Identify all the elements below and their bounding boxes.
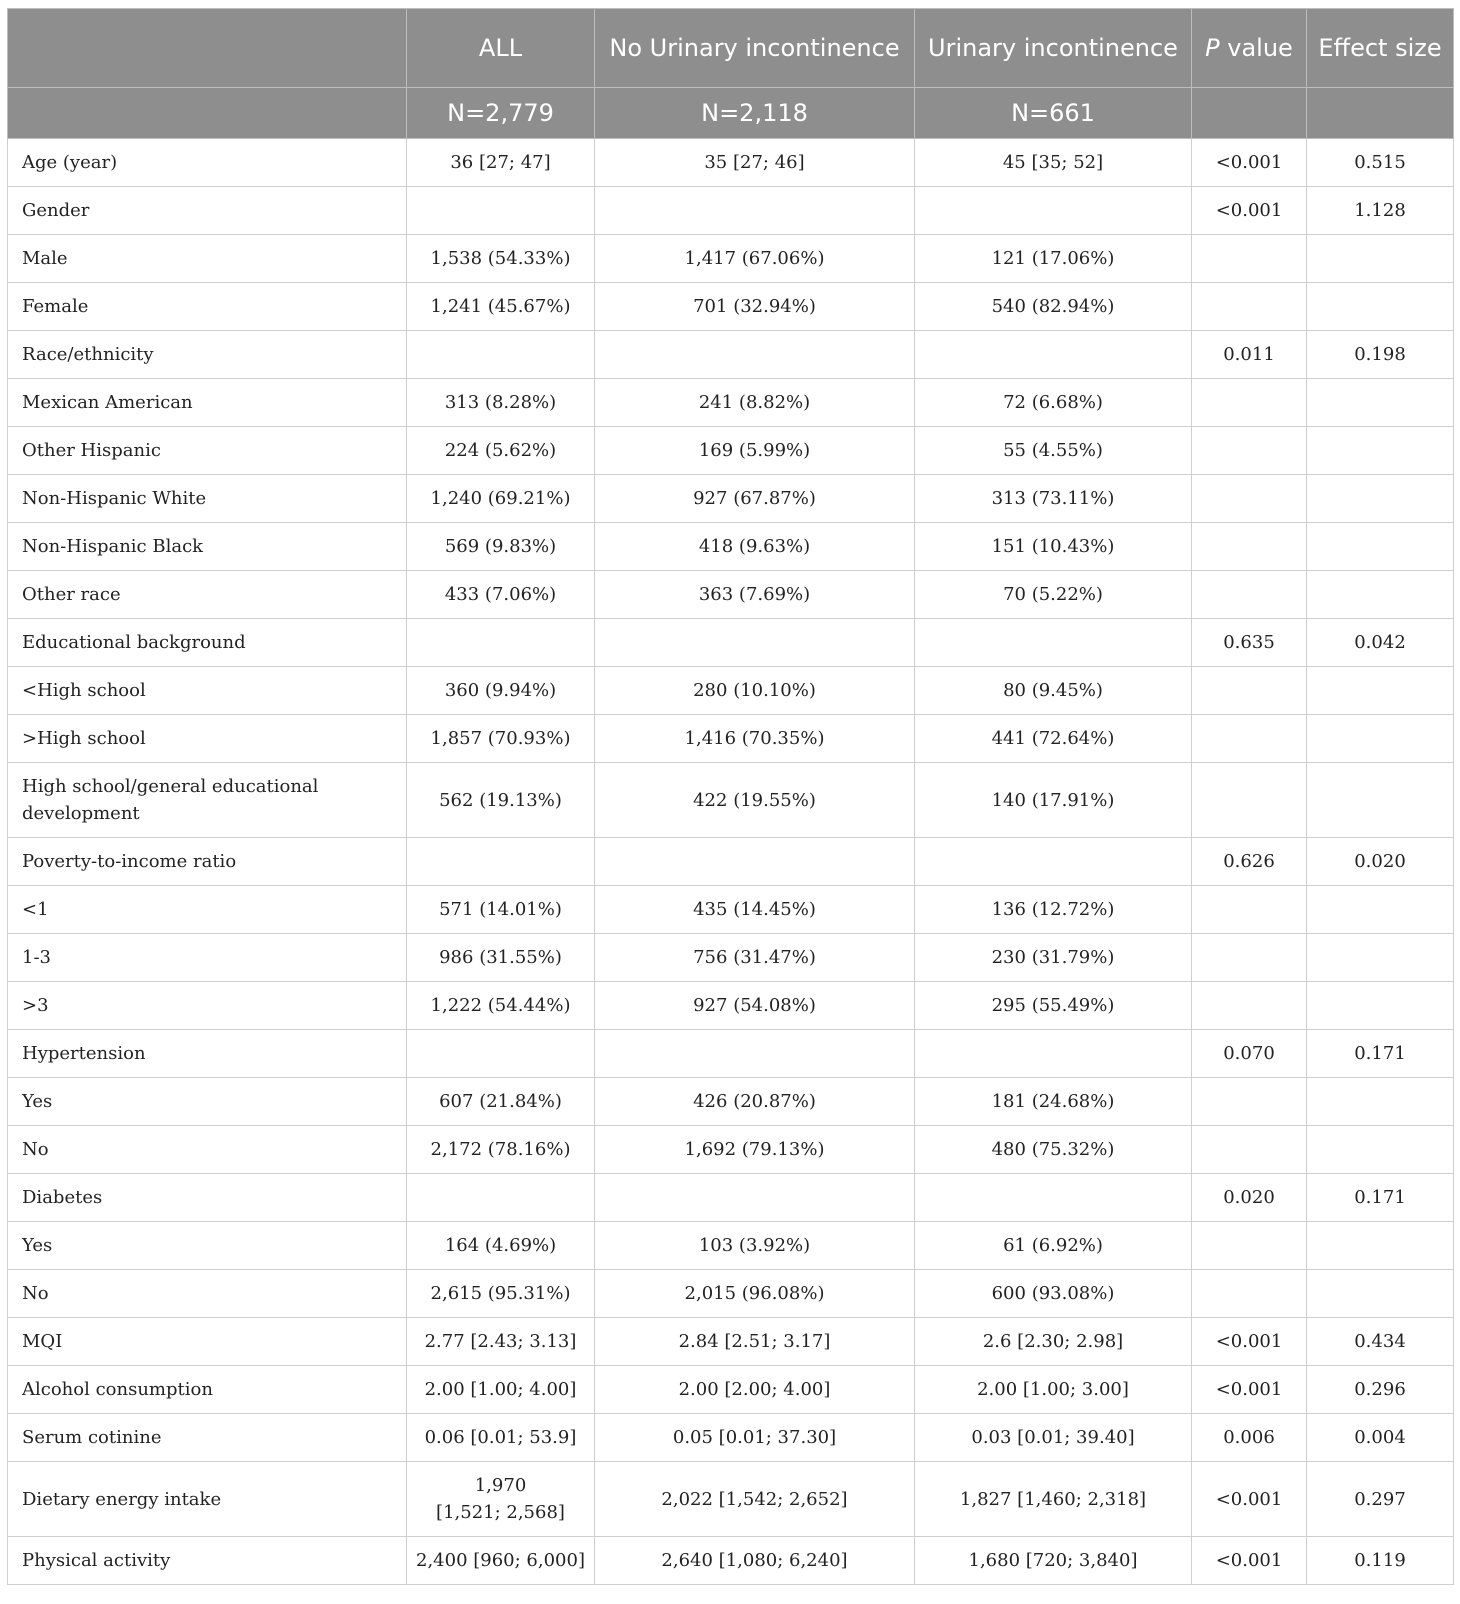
cell-no-ui: 2,640 [1,080; 6,240] (595, 1537, 915, 1585)
row-label: Other Hispanic (8, 427, 407, 475)
table-header (8, 9, 1454, 139)
cell-all: 1,857 (70.93%) (407, 715, 595, 763)
cell-p-value (1192, 667, 1307, 715)
cell-effect-size (1307, 427, 1454, 475)
cell-effect-size (1307, 523, 1454, 571)
cell-all: 1,538 (54.33%) (407, 235, 595, 283)
cell-all: 1,240 (69.21%) (407, 475, 595, 523)
cell-no-ui: 1,692 (79.13%) (595, 1126, 915, 1174)
table-row (8, 1414, 1454, 1462)
cell-no-ui (595, 1030, 915, 1078)
cell-no-ui: 2.00 [2.00; 4.00] (595, 1366, 915, 1414)
cell-ui: 600 (93.08%) (915, 1270, 1192, 1318)
cell-no-ui: 927 (54.08%) (595, 982, 915, 1030)
cell-ui: 441 (72.64%) (915, 715, 1192, 763)
cell-all (407, 331, 595, 379)
cell-no-ui: 169 (5.99%) (595, 427, 915, 475)
cell-no-ui: 426 (20.87%) (595, 1078, 915, 1126)
cell-p-value (1192, 1270, 1307, 1318)
cell-no-ui (595, 838, 915, 886)
cell-no-ui (595, 187, 915, 235)
row-label: Race/ethnicity (8, 331, 407, 379)
cell-ui: 136 (12.72%) (915, 886, 1192, 934)
header-row-counts (8, 88, 1454, 139)
table-row (8, 838, 1454, 886)
cell-p-value (1192, 475, 1307, 523)
cell-all: 2,172 (78.16%) (407, 1126, 595, 1174)
header-p-italic: P (1205, 33, 1220, 62)
row-label: >3 (8, 982, 407, 1030)
row-label: MQI (8, 1318, 407, 1366)
cell-effect-size (1307, 982, 1454, 1030)
cell-ui (915, 331, 1192, 379)
cell-no-ui: 103 (3.92%) (595, 1222, 915, 1270)
table-row (8, 886, 1454, 934)
table-row (8, 187, 1454, 235)
cell-effect-size: 1.128 (1307, 187, 1454, 235)
cell-effect-size (1307, 934, 1454, 982)
cell-effect-size (1307, 763, 1454, 838)
header-urinary-incontinence: Urinary incontinence (915, 9, 1192, 88)
row-label: High school/general educational development (8, 763, 407, 838)
cell-effect-size (1307, 571, 1454, 619)
header-count-blank (8, 88, 407, 139)
cell-ui (915, 187, 1192, 235)
cell-effect-size (1307, 715, 1454, 763)
table-row (8, 715, 1454, 763)
header-n-no-ui: N=2,118 (595, 88, 915, 139)
table-row (8, 1174, 1454, 1222)
cell-all: 571 (14.01%) (407, 886, 595, 934)
cell-all (407, 187, 595, 235)
row-label: Serum cotinine (8, 1414, 407, 1462)
row-label: Poverty-to-income ratio (8, 838, 407, 886)
table-row (8, 379, 1454, 427)
cell-ui: 181 (24.68%) (915, 1078, 1192, 1126)
table-row (8, 427, 1454, 475)
cell-p-value: <0.001 (1192, 187, 1307, 235)
cell-p-value (1192, 982, 1307, 1030)
baseline-characteristics-table (7, 8, 1454, 1585)
table-row (8, 763, 1454, 838)
cell-ui (915, 1030, 1192, 1078)
cell-no-ui: 241 (8.82%) (595, 379, 915, 427)
cell-all: 607 (21.84%) (407, 1078, 595, 1126)
row-label: No (8, 1270, 407, 1318)
cell-ui (915, 619, 1192, 667)
table-row (8, 331, 1454, 379)
table-row (8, 1366, 1454, 1414)
cell-no-ui: 756 (31.47%) (595, 934, 915, 982)
cell-ui: 2.6 [2.30; 2.98] (915, 1318, 1192, 1366)
cell-all (407, 1030, 595, 1078)
header-n-all: N=2,779 (407, 88, 595, 139)
table-body (8, 139, 1454, 1585)
cell-ui: 140 (17.91%) (915, 763, 1192, 838)
cell-p-value (1192, 886, 1307, 934)
cell-p-value (1192, 1126, 1307, 1174)
header-variable (8, 9, 407, 88)
table-row (8, 523, 1454, 571)
cell-ui: 61 (6.92%) (915, 1222, 1192, 1270)
row-label: Educational background (8, 619, 407, 667)
cell-all: 1,241 (45.67%) (407, 283, 595, 331)
cell-effect-size (1307, 1126, 1454, 1174)
cell-no-ui: 701 (32.94%) (595, 283, 915, 331)
cell-ui: 45 [35; 52] (915, 139, 1192, 187)
row-label: Yes (8, 1222, 407, 1270)
cell-all: 2,615 (95.31%) (407, 1270, 595, 1318)
cell-p-value: 0.006 (1192, 1414, 1307, 1462)
cell-no-ui (595, 619, 915, 667)
cell-effect-size: 0.042 (1307, 619, 1454, 667)
cell-no-ui: 2,022 [1,542; 2,652] (595, 1462, 915, 1537)
row-label: >High school (8, 715, 407, 763)
header-count-blank-p (1192, 88, 1307, 139)
cell-p-value (1192, 715, 1307, 763)
cell-all: 313 (8.28%) (407, 379, 595, 427)
cell-effect-size (1307, 1078, 1454, 1126)
cell-p-value (1192, 283, 1307, 331)
table-row (8, 475, 1454, 523)
cell-no-ui: 2.84 [2.51; 3.17] (595, 1318, 915, 1366)
header-p-rest: value (1219, 33, 1293, 62)
table-row (8, 139, 1454, 187)
cell-all (407, 838, 595, 886)
cell-ui: 72 (6.68%) (915, 379, 1192, 427)
table-row (8, 571, 1454, 619)
cell-effect-size: 0.198 (1307, 331, 1454, 379)
table-row (8, 283, 1454, 331)
cell-effect-size (1307, 1270, 1454, 1318)
cell-no-ui: 1,416 (70.35%) (595, 715, 915, 763)
cell-no-ui: 422 (19.55%) (595, 763, 915, 838)
cell-effect-size (1307, 886, 1454, 934)
cell-all: 562 (19.13%) (407, 763, 595, 838)
cell-ui: 55 (4.55%) (915, 427, 1192, 475)
cell-no-ui: 435 (14.45%) (595, 886, 915, 934)
cell-all: 1,222 (54.44%) (407, 982, 595, 1030)
row-label: Other race (8, 571, 407, 619)
row-label: Gender (8, 187, 407, 235)
cell-ui: 151 (10.43%) (915, 523, 1192, 571)
header-row-groups (8, 9, 1454, 88)
cell-p-value: 0.635 (1192, 619, 1307, 667)
row-label: Hypertension (8, 1030, 407, 1078)
cell-all: 2.77 [2.43; 3.13] (407, 1318, 595, 1366)
baseline-characteristics-table-container (7, 8, 1453, 1585)
cell-ui: 2.00 [1.00; 3.00] (915, 1366, 1192, 1414)
row-label: Alcohol consumption (8, 1366, 407, 1414)
cell-p-value: 0.011 (1192, 331, 1307, 379)
cell-all (407, 1174, 595, 1222)
table-row (8, 982, 1454, 1030)
table-row (8, 1126, 1454, 1174)
header-all: ALL (407, 9, 595, 88)
row-label: <1 (8, 886, 407, 934)
row-label: 1-3 (8, 934, 407, 982)
cell-no-ui: 927 (67.87%) (595, 475, 915, 523)
cell-all: 569 (9.83%) (407, 523, 595, 571)
cell-no-ui: 2,015 (96.08%) (595, 1270, 915, 1318)
cell-all: 164 (4.69%) (407, 1222, 595, 1270)
cell-effect-size: 0.004 (1307, 1414, 1454, 1462)
row-label: Non-Hispanic Black (8, 523, 407, 571)
row-label: Diabetes (8, 1174, 407, 1222)
cell-ui (915, 1174, 1192, 1222)
row-label: Mexican American (8, 379, 407, 427)
table-row (8, 619, 1454, 667)
cell-ui: 1,680 [720; 3,840] (915, 1537, 1192, 1585)
cell-no-ui (595, 331, 915, 379)
cell-p-value (1192, 1222, 1307, 1270)
row-label: <High school (8, 667, 407, 715)
cell-effect-size: 0.296 (1307, 1366, 1454, 1414)
cell-all: 360 (9.94%) (407, 667, 595, 715)
cell-p-value: 0.626 (1192, 838, 1307, 886)
table-row (8, 1270, 1454, 1318)
cell-p-value (1192, 235, 1307, 283)
cell-ui: 230 (31.79%) (915, 934, 1192, 982)
cell-no-ui: 0.05 [0.01; 37.30] (595, 1414, 915, 1462)
table-row (8, 934, 1454, 982)
cell-p-value (1192, 1078, 1307, 1126)
cell-p-value (1192, 427, 1307, 475)
cell-effect-size: 0.020 (1307, 838, 1454, 886)
cell-p-value: <0.001 (1192, 1537, 1307, 1585)
cell-no-ui: 418 (9.63%) (595, 523, 915, 571)
table-row (8, 667, 1454, 715)
cell-no-ui: 35 [27; 46] (595, 139, 915, 187)
row-label: Non-Hispanic White (8, 475, 407, 523)
cell-all: 0.06 [0.01; 53.9] (407, 1414, 595, 1462)
table-row (8, 1537, 1454, 1585)
row-label: Dietary energy intake (8, 1462, 407, 1537)
cell-p-value: 0.070 (1192, 1030, 1307, 1078)
row-label: Physical activity (8, 1537, 407, 1585)
cell-effect-size: 0.119 (1307, 1537, 1454, 1585)
header-count-blank-effect (1307, 88, 1454, 139)
cell-ui: 80 (9.45%) (915, 667, 1192, 715)
cell-all: 986 (31.55%) (407, 934, 595, 982)
cell-p-value (1192, 571, 1307, 619)
cell-effect-size (1307, 283, 1454, 331)
cell-p-value (1192, 934, 1307, 982)
row-label: Male (8, 235, 407, 283)
row-label: Female (8, 283, 407, 331)
cell-effect-size: 0.297 (1307, 1462, 1454, 1537)
cell-no-ui (595, 1174, 915, 1222)
cell-ui: 0.03 [0.01; 39.40] (915, 1414, 1192, 1462)
header-n-ui: N=661 (915, 88, 1192, 139)
cell-ui (915, 838, 1192, 886)
cell-all: 1,970 [1,521; 2,568] (407, 1462, 595, 1537)
table-row (8, 1078, 1454, 1126)
cell-no-ui: 280 (10.10%) (595, 667, 915, 715)
cell-p-value: <0.001 (1192, 139, 1307, 187)
cell-effect-size (1307, 1222, 1454, 1270)
cell-effect-size (1307, 379, 1454, 427)
cell-ui: 480 (75.32%) (915, 1126, 1192, 1174)
header-no-urinary-incontinence: No Urinary incontinence (595, 9, 915, 88)
cell-ui: 1,827 [1,460; 2,318] (915, 1462, 1192, 1537)
cell-p-value: <0.001 (1192, 1318, 1307, 1366)
table-row (8, 1030, 1454, 1078)
cell-ui: 70 (5.22%) (915, 571, 1192, 619)
row-label: Age (year) (8, 139, 407, 187)
cell-effect-size: 0.434 (1307, 1318, 1454, 1366)
cell-ui: 540 (82.94%) (915, 283, 1192, 331)
cell-effect-size: 0.171 (1307, 1030, 1454, 1078)
cell-all: 36 [27; 47] (407, 139, 595, 187)
table-row (8, 1318, 1454, 1366)
cell-all (407, 619, 595, 667)
cell-effect-size: 0.171 (1307, 1174, 1454, 1222)
cell-p-value (1192, 523, 1307, 571)
table-row (8, 1222, 1454, 1270)
cell-effect-size (1307, 235, 1454, 283)
cell-ui: 121 (17.06%) (915, 235, 1192, 283)
cell-all: 2,400 [960; 6,000] (407, 1537, 595, 1585)
cell-effect-size (1307, 475, 1454, 523)
cell-all: 224 (5.62%) (407, 427, 595, 475)
cell-p-value (1192, 379, 1307, 427)
cell-ui: 313 (73.11%) (915, 475, 1192, 523)
cell-p-value: <0.001 (1192, 1366, 1307, 1414)
cell-all: 433 (7.06%) (407, 571, 595, 619)
cell-effect-size: 0.515 (1307, 139, 1454, 187)
cell-no-ui: 363 (7.69%) (595, 571, 915, 619)
cell-p-value: 0.020 (1192, 1174, 1307, 1222)
row-label: No (8, 1126, 407, 1174)
row-label: Yes (8, 1078, 407, 1126)
cell-effect-size (1307, 667, 1454, 715)
cell-p-value: <0.001 (1192, 1462, 1307, 1537)
cell-ui: 295 (55.49%) (915, 982, 1192, 1030)
cell-no-ui: 1,417 (67.06%) (595, 235, 915, 283)
table-row (8, 1462, 1454, 1537)
cell-all: 2.00 [1.00; 4.00] (407, 1366, 595, 1414)
header-effect-size: Effect size (1307, 9, 1454, 88)
header-p-value (1192, 9, 1307, 88)
table-row (8, 235, 1454, 283)
cell-p-value (1192, 763, 1307, 838)
